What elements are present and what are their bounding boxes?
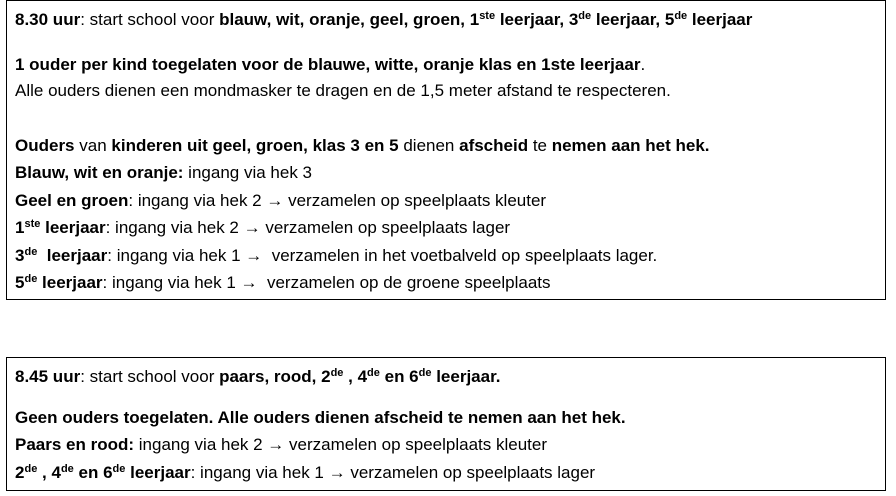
entrance-blue-white-orange: Blauw, wit en oranje: ingang via hek 3 — [15, 163, 312, 182]
mask-note: Alle ouders dienen een mondmasker te dragen en de 1,5 meter afstand te respecteren. — [15, 81, 671, 100]
entrance-yellow-green: Geel en groen: ingang via hek 2 → verzamelen op speelplaats kleuter — [15, 191, 547, 210]
time-label: 8.45 uur — [15, 367, 81, 386]
farewell-note: Ouders van kinderen uit geel, groen, klas 3 en 5 dienen afscheid te nemen aan het hek. — [15, 136, 710, 155]
entrance-grade-3: 3de leerjaar: ingang via hek 1 → verzamelen in het voetbalveld op speelplaats lager. — [15, 246, 658, 265]
block1-heading: 8.30 uur: start school voor blauw, wit, oranje, geel, groen, 1ste leerjaar, 3de leerjaar, 5de leerjaar — [15, 10, 753, 29]
parents-allowed-note: 1 ouder per kind toegelaten voor de blauwe, witte, oranje klas en 1ste leerjaar. — [15, 55, 646, 74]
no-parents-note: Geen ouders toegelaten. Alle ouders dienen afscheid te nemen aan het hek. — [15, 408, 626, 427]
entrance-grade-5: 5de leerjaar: ingang via hek 1 → verzamelen op de groene speelplaats — [15, 273, 551, 292]
entrance-grade-1: 1ste leerjaar: ingang via hek 2 → verzamelen op speelplaats lager — [15, 218, 511, 237]
entrance-grades-2-4-6: 2de , 4de en 6de leerjaar: ingang via hek 1 → verzamelen op speelplaats lager — [15, 463, 596, 482]
schedule-block-830 — [6, 0, 886, 300]
schedule-block-845 — [6, 357, 886, 491]
entrance-purple-red: Paars en rood: ingang via hek 2 → verzamelen op speelplaats kleuter — [15, 435, 548, 454]
time-label: 8.30 uur — [15, 10, 81, 29]
block2-heading: 8.45 uur: start school voor paars, rood, 2de , 4de en 6de leerjaar. — [15, 367, 501, 386]
